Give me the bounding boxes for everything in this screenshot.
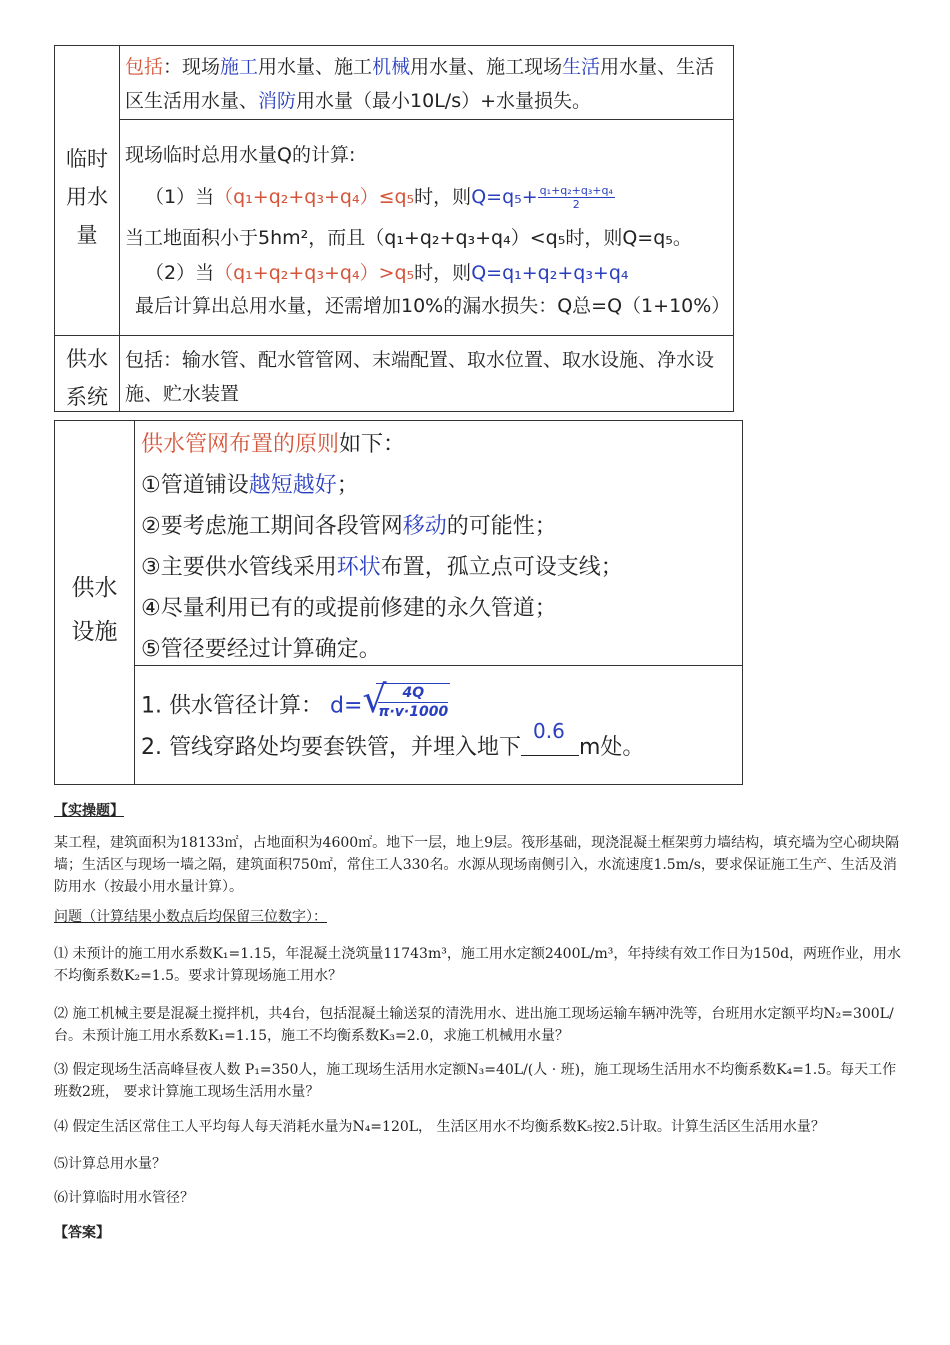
text: ①管道铺设 — [141, 473, 249, 498]
question-2: ⑵ 施工机械主要是混凝土搅拌机，共4台，包括混凝土输送泵的清洗用水、进出施工现场运输车辆冲洗等，台班用水定额平均N₂=300L/台。未预计施工用水系数K₁=1.15，施工不均衡系数K₃=2.0，求施工机械用水量？ — [54, 1006, 894, 1044]
sqrt-formula — [362, 677, 450, 730]
row-divider — [55, 335, 733, 336]
label-line: 量 — [76, 223, 98, 247]
principle-1 — [141, 465, 623, 506]
case-1 — [145, 180, 615, 214]
row-divider — [119, 119, 733, 120]
question-5: ⑸计算总用水量？ — [54, 1156, 166, 1172]
text: ：现场 — [163, 56, 221, 78]
case-1b: 当工地面积小于5hm²，而且（q₁+q₂+q₃+q₄）<q₅时，则Q=q₅。 — [125, 227, 692, 249]
text: 用水量、生活 — [600, 56, 715, 78]
label-line: 供水 — [71, 575, 118, 601]
principle-5: ⑤管径要经过计算确定。 — [141, 637, 381, 662]
question-title: 问题（计算结果小数点后均保留三位数字）： — [54, 909, 327, 925]
row-label-supply-facility — [55, 566, 134, 654]
burial-depth — [141, 719, 645, 768]
text: ②要考虑施工期间各段管网 — [141, 514, 403, 539]
keyword-living: 生活 — [562, 56, 601, 78]
label-line: 设施 — [71, 619, 118, 645]
question-6: ⑹计算临时用水管径？ — [54, 1190, 194, 1206]
text: 时，则 — [414, 186, 472, 208]
principle-2 — [141, 506, 623, 547]
question-3: ⑶ 假定现场生活高峰昼夜人数 P₁=350人，施工现场生活用水定额N₃=40L/(人 · 班)，施工现场生活用水不均衡系数K₄=1.5。每天工作班数2班， 要求计算施工现场生活用水量？ — [54, 1062, 897, 1100]
column-divider — [134, 421, 135, 784]
text: 时，则 — [414, 262, 472, 284]
text-line: 施、贮水装置 — [125, 383, 240, 405]
label-line: 临时 — [66, 147, 108, 171]
keyword: 移动 — [402, 514, 447, 539]
keyword-construction: 施工 — [220, 56, 259, 78]
case-1-formula: Q=q₅+ — [471, 186, 538, 208]
text-line: 包括：输水管、配水管管网、末端配置、取水位置、取水设施、净水设 — [125, 349, 715, 371]
final-calc: 最后计算出总用水量，还需增加10%的漏水损失：Q总=Q（1+10%） — [135, 295, 731, 317]
label-line: 供水 — [66, 347, 108, 371]
formula-d: d= — [329, 693, 363, 719]
text: （2）当 — [145, 262, 215, 284]
label-line: 用水 — [66, 185, 108, 209]
text: m处。 — [579, 735, 645, 760]
keyword-machinery: 机械 — [372, 56, 411, 78]
case-2-condition: （q₁+q₂+q₃+q₄）>q₅ — [214, 262, 415, 284]
pipe-diameter-calc — [141, 677, 450, 730]
case-2-formula: Q=q₁+q₂+q₃+q₄ — [471, 262, 629, 284]
includes-text — [125, 50, 731, 118]
case-1-fraction — [538, 184, 615, 211]
row-label-supply-system — [55, 340, 119, 416]
radical-sign: √ — [362, 677, 387, 721]
text: ； — [336, 473, 359, 498]
fraction-denominator: 2 — [572, 198, 580, 211]
text: 如下： — [339, 432, 406, 457]
text: 用水量、施工 — [258, 56, 373, 78]
supply-facility-table — [54, 420, 743, 785]
text: 2. 管线穿路处均要套铁管，并埋入地下 — [141, 735, 521, 760]
keyword-fire: 消防 — [258, 90, 297, 112]
principle-3 — [141, 547, 623, 588]
label-line: 系统 — [66, 385, 108, 409]
blank-answer: 0.6 — [533, 719, 565, 743]
fill-blank — [521, 719, 579, 756]
practice-heading: 【实操题】 — [54, 803, 124, 819]
principle-title-text: 供水管网布置的原则 — [141, 432, 340, 457]
text: ③主要供水管线采用 — [141, 555, 337, 580]
water-usage-table — [54, 45, 734, 412]
includes-keyword: 包括 — [125, 56, 164, 78]
case-2 — [145, 256, 629, 290]
keyword: 越短越好 — [248, 473, 337, 498]
practice-intro: 某工程，建筑面积为18133㎡，占地面积为4600㎡。地下一层，地上9层。筏形基础，现浇混凝土框架剪力墙结构，填充墙为空心砌块隔墙；生活区与现场一墙之隔，建筑面积750㎡，常住工人330名。水源从现场南侧引入，水流速度1.5m/s，要求保证施工生产、生活及消防用水（按最小用水量计算）。 — [54, 835, 900, 895]
principle-4: ④尽量利用已有的或提前修建的永久管道； — [141, 596, 557, 621]
column-divider — [119, 46, 120, 411]
text: 1. 供水管径计算： — [141, 693, 323, 719]
supply-system-text — [125, 343, 731, 411]
numerator: 4Q — [378, 684, 448, 703]
text: 用水量、施工现场 — [410, 56, 563, 78]
case-1-condition: （q₁+q₂+q₃+q₄）≤q₅ — [214, 186, 415, 208]
text: 区生活用水量、 — [125, 90, 259, 112]
keyword: 环状 — [336, 555, 381, 580]
principle-title — [141, 424, 623, 465]
text: （1）当 — [145, 186, 215, 208]
radicand — [376, 683, 450, 721]
denominator: π·v·1000 — [378, 704, 449, 720]
text: 的可能性； — [446, 514, 557, 539]
fraction-numerator: q₁+q₂+q₃+q₄ — [539, 184, 613, 197]
question-1: ⑴ 未预计的施工用水系数K₁=1.15，年混凝土浇筑量11743m³，施工用水定额2400L/m³，年持续有效工作日为150d，两班作业，用水不均衡系数K₂=1.5。要求计算现场施工用水？ — [54, 946, 902, 984]
text: 布置，孤立点可设支线； — [380, 555, 623, 580]
text: 用水量（最小10L/s）+水量损失。 — [296, 90, 592, 112]
principles — [141, 424, 623, 670]
row-label-temp-water — [55, 140, 119, 254]
answer-heading: 【答案】 — [54, 1225, 110, 1241]
calc-title: 现场临时总用水量Q的计算: — [125, 144, 356, 166]
question-4: ⑷ 假定生活区常住工人平均每人每天消耗水量为N₄=120L， 生活区用水不均衡系数K₅按2.5计取。计算生活区生活用水量？ — [54, 1119, 825, 1135]
